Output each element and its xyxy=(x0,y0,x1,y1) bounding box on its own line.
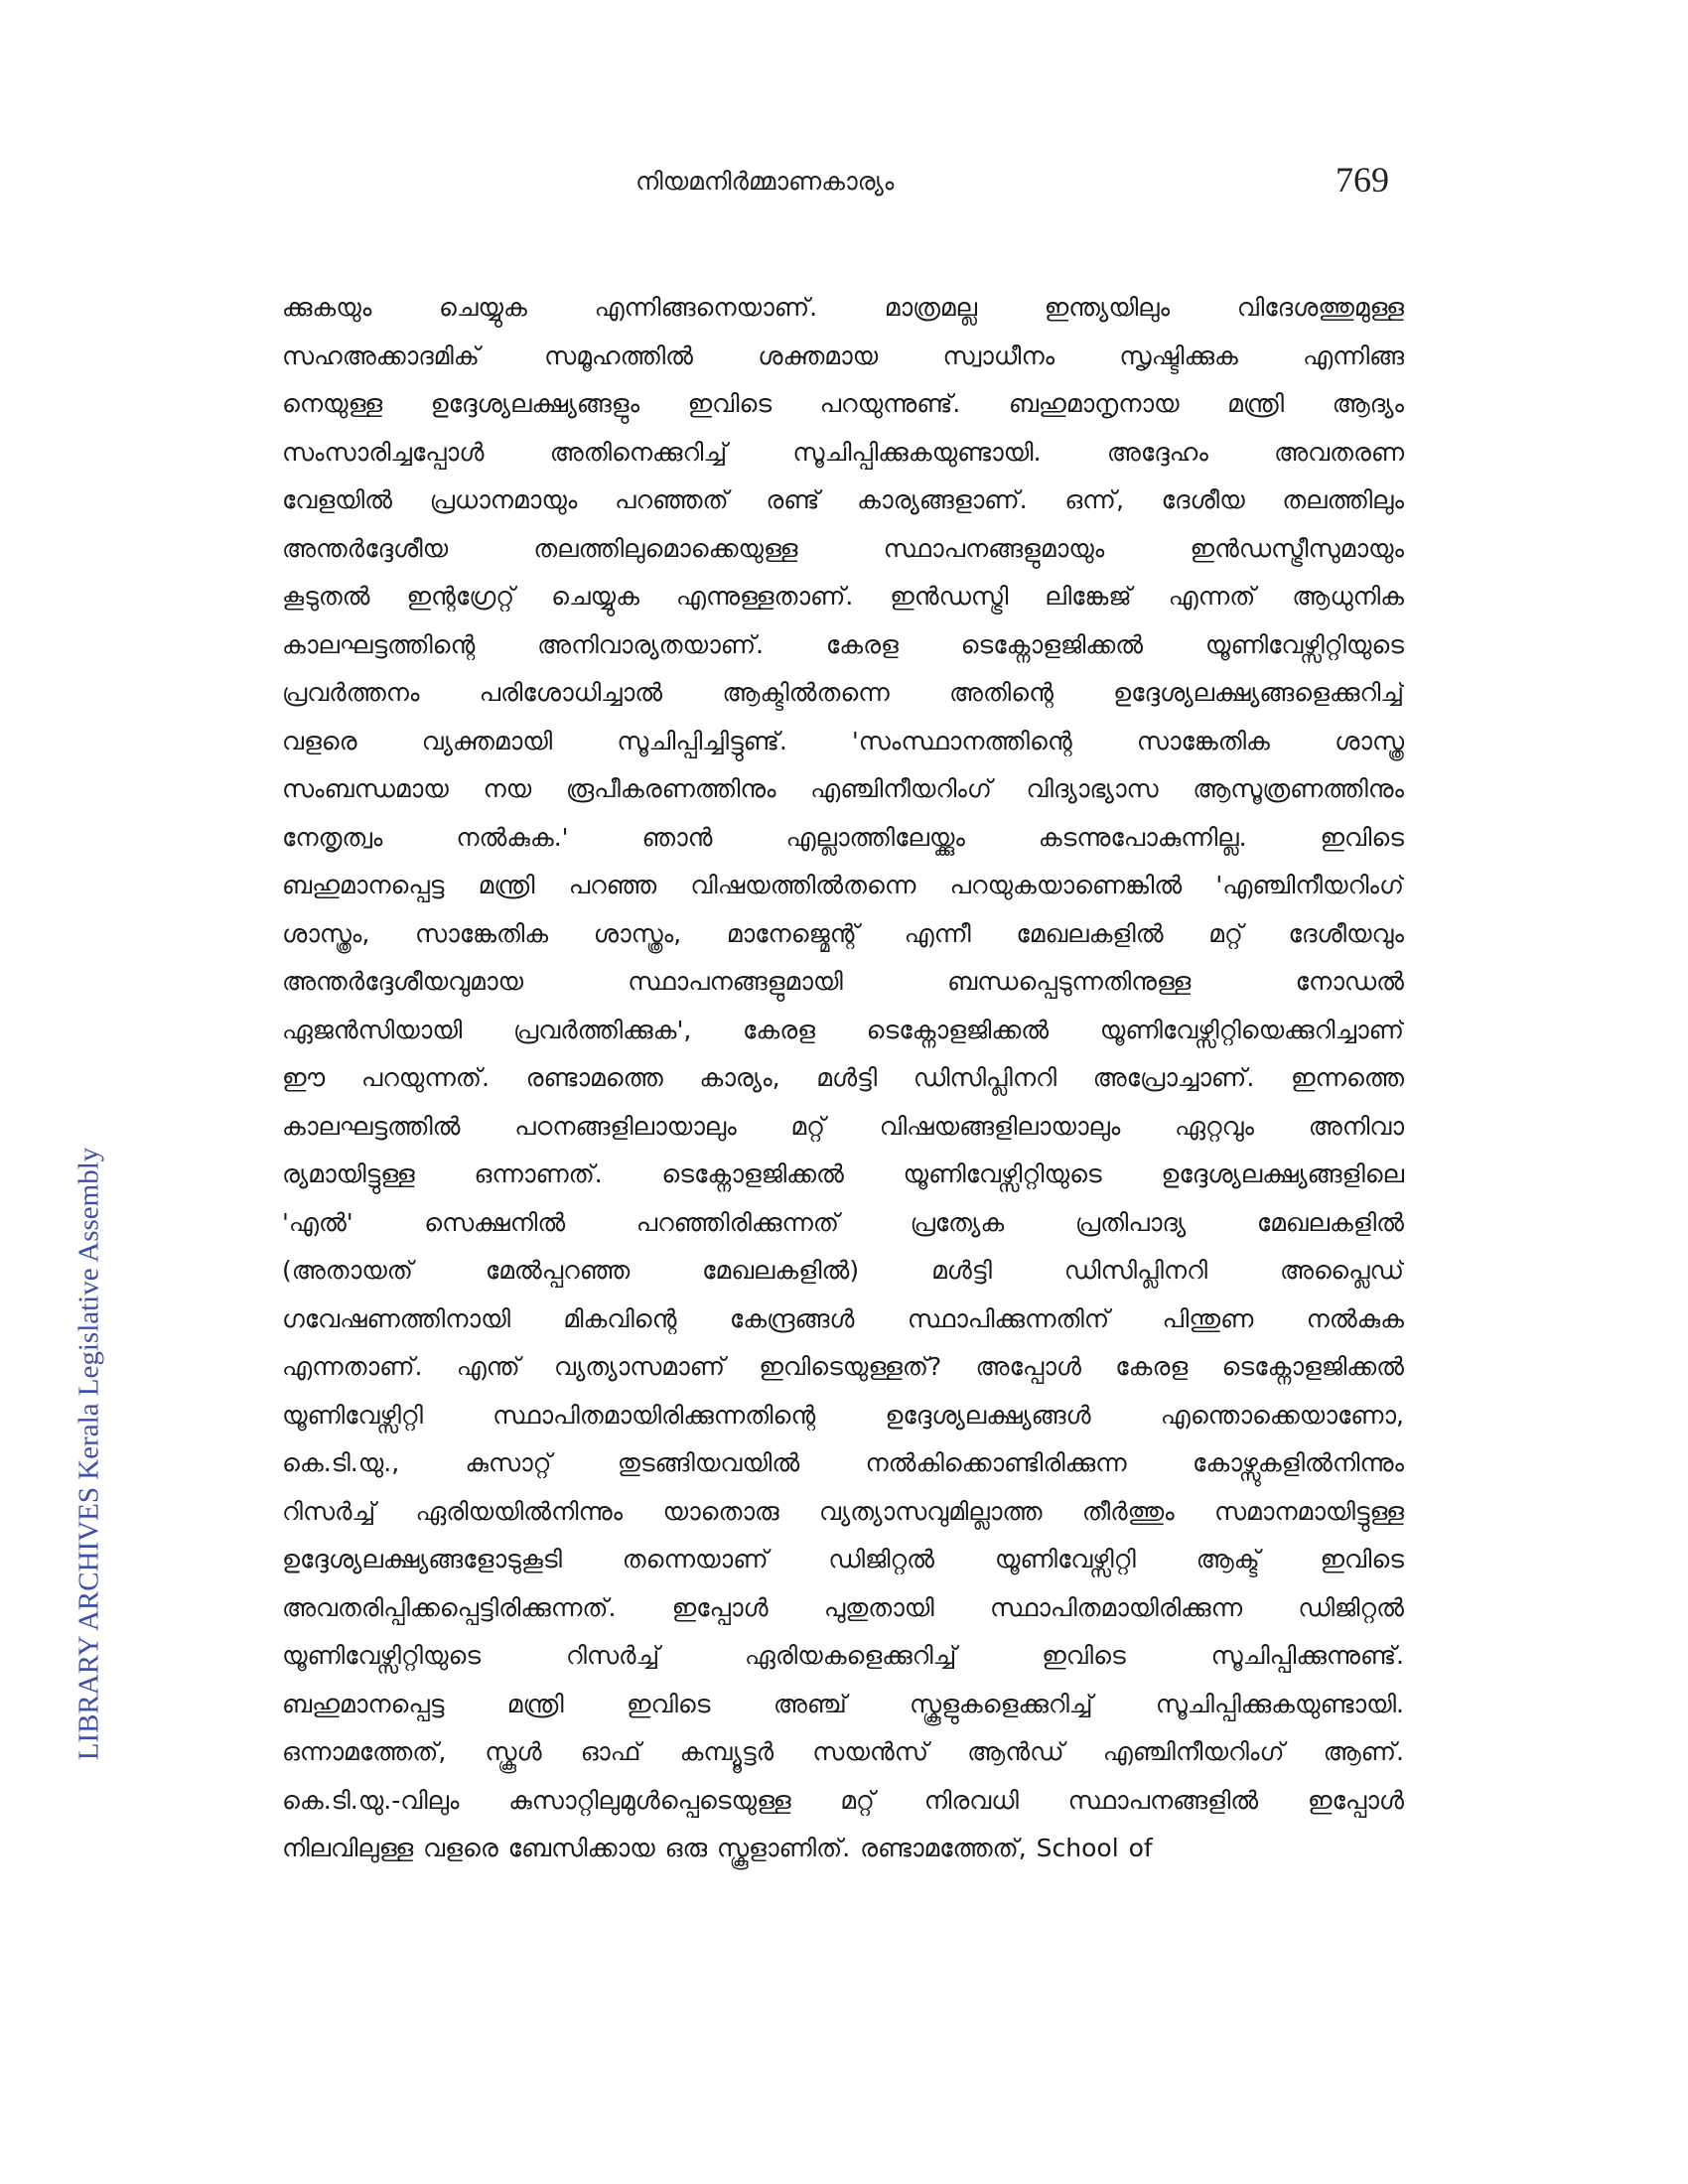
body-line: ക്കുകയും ചെയ്യുക എന്നിങ്ങനെയാണ്. മാത്രമല്ല ഇന്ത്യയിലും വിദേശത്തുമുള്ള xyxy=(282,293,1404,322)
body-line: അവതരിപ്പിക്കപ്പെട്ടിരിക്കുന്നത്. ഇപ്പോൾ പുതുതായി സ്ഥാപിതമായിരിക്കുന്ന ഡിജിറ്റൽ xyxy=(282,1592,1404,1622)
body-line: യൂണിവേഴ്സിറ്റിയുടെ റിസർച്ച് ഏരിയകളെക്കുറിച്ച് ഇവിടെ സൂചിപ്പിക്കുന്നുണ്ട്. xyxy=(282,1641,1404,1670)
body-line: ഗവേഷണത്തിനായി മികവിന്റെ കേന്ദ്രങ്ങൾ സ്ഥാപിക്കുന്നതിന് പിന്തുണ നൽകുക xyxy=(282,1303,1404,1333)
body-line: അന്തർദ്ദേശീയ തലത്തിലുമൊക്കെയുള്ള സ്ഥാപനങ്ങളുമായും ഇൻഡസ്ട്രീസുമായും xyxy=(282,533,1404,563)
body-line: നെയുള്ള ഉദ്ദേശ്യലക്ഷ്യങ്ങളും ഇവിടെ പറയുന്നുണ്ട്. ബഹുമാനൃനായ മന്ത്രി ആദ്യം xyxy=(282,389,1404,418)
body-line: (അതായത് മേൽപ്പറഞ്ഞ മേഖലകളിൽ) മൾട്ടി ഡിസിപ്ലിനറി അപ്ലൈഡ് xyxy=(282,1256,1404,1285)
body-line: കെ.ടി.യു., കുസാറ്റ് തുടങ്ങിയവയിൽ നൽകിക്കൊണ്ടിരിക്കുന്ന കോഴ്സുകളിൽനിന്നും xyxy=(282,1448,1404,1477)
body-line: പ്രവർത്തനം പരിശോധിച്ചാൽ ആക്ടിൽതന്നെ അതിന്റെ ഉദ്ദേശ്യലക്ഷ്യങ്ങളെക്കുറിച്ച് xyxy=(282,678,1404,707)
library-archives-stamp: LIBRARY ARCHIVES Kerala Legislative Assembly xyxy=(72,1147,105,1761)
body-line: ഏജൻസിയായി പ്രവർത്തിക്കുക', കേരള ടെക്നോളജിക്കൽ യൂണിവേഴ്സിറ്റിയെക്കുറിച്ചാണ് xyxy=(282,1015,1404,1044)
body-line: വേളയിൽ പ്രധാനമായും പറഞ്ഞത് രണ്ട് കാര്യങ്ങളാണ്. ഒന്ന്, ദേശീയ തലത്തിലും xyxy=(282,485,1404,514)
body-line: ബഹുമാനപ്പെട്ട മന്ത്രി പറഞ്ഞ വിഷയത്തിൽതന്നെ പറയുകയാണെങ്കിൽ 'എഞ്ചിനീയറിംഗ് xyxy=(282,871,1404,899)
body-line: കെ.ടി.യു.-വിലും കുസാറ്റിലുമുൾപ്പെടെയുള്ള മറ്റ് നിരവധി സ്ഥാപനങ്ങളിൽ ഇപ്പോൾ xyxy=(282,1785,1404,1815)
page-body xyxy=(282,284,1404,1873)
body-line: നേതൃത്വം നൽകുക.' ഞാൻ എല്ലാത്തിലേയ്ക്കും കടന്നുപോകുന്നില്ല. ഇവിടെ xyxy=(282,822,1404,852)
body-line: സംസാരിച്ചപ്പോൾ അതിനെക്കുറിച്ച് സൂചിപ്പിക്കുകയുണ്ടായി. അദ്ദേഹം അവതരണ xyxy=(282,437,1404,467)
body-line: റിസർച്ച് ഏരിയയിൽനിന്നും യാതൊരു വ്യത്യാസവുമില്ലാത്ത തീർത്തും സമാനമായിട്ടുള്ള xyxy=(282,1496,1404,1526)
body-line: കാലഘട്ടത്തിൽ പഠനങ്ങളിലായാലും മറ്റ് വിഷയങ്ങളിലായാലും ഏറ്റവും അനിവാ xyxy=(282,1111,1404,1141)
body-line: ര്യമായിട്ടുള്ള ഒന്നാണത്. ടെക്നോളജിക്കൽ യൂണിവേഴ്സിറ്റിയുടെ ഉദ്ദേശ്യലക്ഷ്യങ്ങളിലെ xyxy=(282,1160,1404,1188)
page-number: 769 xyxy=(1336,160,1389,200)
body-line: കാലഘട്ടത്തിന്റെ അനിവാര്യതയാണ്. കേരള ടെക്നോളജിക്കൽ യൂണിവേഴ്സിറ്റിയുടെ xyxy=(282,629,1404,659)
body-line: ഈ പറയുന്നത്. രണ്ടാമത്തെ കാര്യം, മൾട്ടി ഡിസിപ്ലിനറി അപ്രോച്ചാണ്. ഇന്നത്തെ xyxy=(282,1063,1404,1092)
body-line: കൂടുതൽ ഇന്റഗ്രേറ്റ് ചെയ്യുക എന്നുള്ളതാണ്. ഇൻഡസ്ട്രി ലിങ്കേജ് എന്നത് ആധുനിക xyxy=(282,582,1404,611)
body-line: ഉദ്ദേശ്യലക്ഷ്യങ്ങളോടുകൂടി തന്നെയാണ് ഡിജിറ്റൽ യൂണിവേഴ്സിറ്റി ആക്ട് ഇവിടെ xyxy=(282,1545,1404,1573)
body-line: സഹഅക്കാദമിക് സമൂഹത്തിൽ ശക്തമായ സ്വാധീനം സൃഷ്ടിക്കുക എന്നിങ്ങ xyxy=(282,341,1404,370)
body-line: 'എൽ' സെക്ഷനിൽ പറഞ്ഞിരിക്കുന്നത് പ്രത്യേക പ്രതിപാദ്യ മേഖലകളിൽ xyxy=(282,1207,1404,1237)
body-line: ബഹുമാനപ്പെട്ട മന്ത്രി ഇവിടെ അഞ്ച് സ്കൂളുകളെക്കുറിച്ച് സൂചിപ്പിക്കുകയുണ്ടായി. xyxy=(282,1689,1404,1718)
body-line: വളരെ വ്യക്തമായി സൂചിപ്പിച്ചിട്ടുണ്ട്. 'സംസ്ഥാനത്തിന്റെ സാങ്കേതിക ശാസ്ത്ര xyxy=(282,726,1404,755)
body-line: യൂണിവേഴ്സിറ്റി സ്ഥാപിതമായിരിക്കുന്നതിന്റെ ഉദ്ദേശ്യലക്ഷ്യങ്ങൾ എന്തൊക്കെയാണോ, xyxy=(282,1400,1404,1430)
body-line: എന്നതാണ്. എന്ത് വ്യത്യാസമാണ് ഇവിടെയുള്ളത്? അപ്പോൾ കേരള ടെക്നോളജിക്കൽ xyxy=(282,1352,1404,1381)
body-line: സംബന്ധമായ നയ രൂപീകരണത്തിനും എഞ്ചിനീയറിംഗ് വിദ്യാഭ്യാസ ആസൂത്രണത്തിനും xyxy=(282,774,1404,803)
body-line: ശാസ്ത്രം, സാങ്കേതിക ശാസ്ത്രം, മാനേജ്മെന്റ് എന്നീ മേഖലകളിൽ മറ്റ് ദേശീയവും xyxy=(282,918,1404,948)
body-line: ഒന്നാമത്തേത്, സ്കൂൾ ഓഫ് കമ്പ്യൂട്ടർ സയൻസ് ആൻഡ് എഞ്ചിനീയറിംഗ് ആണ്. xyxy=(282,1737,1404,1766)
body-line: നിലവിലുള്ള വളരെ ബേസിക്കായ ഒരു സ്കൂളാണിത്. രണ്ടാമത്തേത്, School of xyxy=(282,1834,1153,1862)
body-line: അന്തർദ്ദേശീയവുമായ സ്ഥാപനങ്ങളുമായി ബന്ധപ്പെടുന്നതിനുള്ള നോഡൽ xyxy=(282,967,1404,996)
running-header-title: നിയമനിർമ്മാണകാര്യം xyxy=(635,167,895,196)
